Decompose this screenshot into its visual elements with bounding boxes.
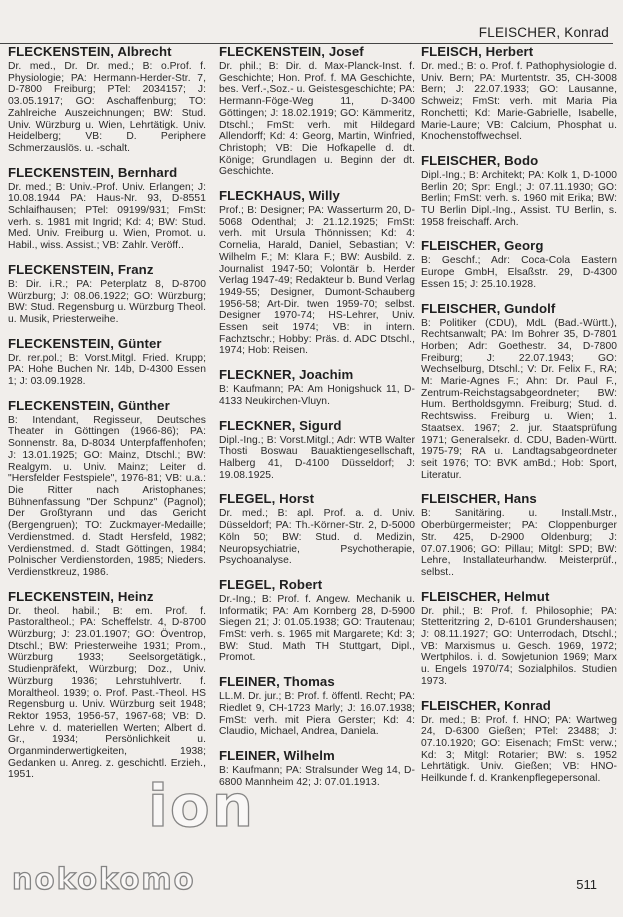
biography-entry [219,188,415,357]
watermark-large: ion [148,772,256,840]
entry-name: FLEINER, Thomas [219,674,335,690]
entry-name: FLEGEL, Robert [219,576,323,592]
entry-name: FLEISCHER, Bodo [421,152,539,168]
entry-bio: B: Kaufmann; PA: Am Honigshuck 11, D-4133 Neukirchen-Vluyn. [219,384,415,407]
entry-name: FLECKENSTEIN, Heinz [8,588,154,604]
biography-entry [8,336,206,388]
biography-entry [219,44,415,178]
biography-entry [219,577,415,664]
entry-bio: B: Kaufmann; PA: Stralsunder Weg 14, D-6800 Mannheim 42; J: 07.01.1913. [219,764,415,788]
entry-name: FLECKNER, Joachim [219,367,354,383]
entry-name: FLEISCHER, Hans [421,491,537,507]
biography-entry [8,398,206,579]
entry-bio: Dr. rer.pol.; B: Vorst.Mitgl. Fried. Krupp; PA: Hohe Buchen Nr. 14b, D-4300 Essen 1; J: 03.09.1928. [8,352,206,388]
biography-entry [421,238,617,290]
biography-entry [8,165,206,252]
biography-entry [421,491,617,578]
entry-bio: Dr. med.; B: Univ.-Prof. Univ. Erlangen; J: 10.08.1944 PA: Haus-Nr. 93, D-8551 Schlaifhausen; PTel: 09199/931; FmSt: verh. s. 1981 mit Ingrid; Kd: 4; BW: Stud. Med. Univ. Freiburg u. Wien, Promot. u. Habil., wiss. Assist.; VB: Zahlr. Veröff.. [8,181,206,252]
entry-bio: B: Dir. i.R.; PA: Peterplatz 8, D-8700 Würzburg; J: 08.06.1922; GO: Würzburg; BW: Stud. Regensburg u. Würzburg Theol. u. Musik, Priesterweihe. [8,278,206,325]
entry-name: FLECKENSTEIN, Bernhard [8,164,178,180]
entry-bio: Dr. phil.; B: Prof. f. Philosophie; PA: Stetteritzring 2, D-6101 Grundershausen; J: 08.11.1927; GO: Unterrodach, Dtschl.; VB: Marxismus u. Gesch. 1969, 1972; Wertphilos. i. d. Sowjetunion 1969; Marx u. Engels 1970/74; Sozialphilos. Studien 1973. [421,605,617,687]
entry-name: FLEISCH, Herbert [421,44,534,59]
watermark-small: nokokomo [12,862,196,896]
entry-name: FLEGEL, Horst [219,491,315,507]
biography-entry [421,44,617,143]
biography-entry [219,674,415,738]
entry-name: FLECKENSTEIN, Albrecht [8,44,172,59]
entry-bio: B: Intendant, Regisseur, Deutsches Theater in Göttingen (1966-86); PA: Sonnenstr. 8a, D-8034 Unterpfaffenhofen; J: 13.01.1925; GO: Mainz, Dtschl.; BW: Realgym. u. Univ. Mainz; Leiter d. "Hersfelder Festspiele", 1976-81; VB: u.a.: Die Ritter nach Aristophanes; Bühnenfassung "Der Schpunz" (Pagnol); Der Großtyrann und das Gericht (Bergengruen); TO: Zuckmayer-Medaille; Verdienstmed. d. Stadt Hersfeld, 1982; Verdienstmed. d. Stadt Göttingen, 1984; Polnischer Verdienstorden, 1985; Nieders. Verdienstkreuz, 1986. [8,414,206,578]
biography-entry [8,589,206,782]
biography-entry [219,367,415,407]
entry-bio: B: Sanitäring. u. Install.Mstr., Oberbürgermeister; PA: Cloppenburger Str. 425, D-2900 Oldenburg; J: 07.07.1906; GO: Pillau; Mitgl: SPD; BW: Lehre, Installateurhandw. Meisterprüf., selbst.. [421,508,617,578]
entry-bio: Dipl.-Ing.; B: Architekt; PA: Kolk 1, D-1000 Berlin 20; Spr: Engl.; J: 07.11.1930; GO: Berlin; FmSt: verh. s. 1960 mit Erika; BW: TU Berlin Dipl.-Ing., Assist. TU Berlin, s. 1958 freischaff. Arch. [421,169,617,228]
column-1 [8,44,206,791]
entry-name: FLECKENSTEIN, Josef [219,44,364,59]
biography-entry [219,418,415,482]
entry-name: FLEISCHER, Konrad [421,697,551,713]
entry-bio: LL.M. Dr. jur.; B: Prof. f. öffentl. Recht; PA: Riedlet 9, CH-1723 Marly; J: 16.07.1938; FmSt: verh. mit Piera Gerster; Kd: 4: Claudio, Michael, Andrea, Daniela. [219,691,415,738]
entry-name: FLEISCHER, Georg [421,238,544,254]
biography-entry [219,491,415,567]
entry-name: FLECKENSTEIN, Franz [8,261,154,277]
biography-entry [421,698,617,785]
entry-bio: Dipl.-Ing.; B: Vorst.Mitgl.; Adr: WTB Walter Thosti Boswau Bauaktiengesellschaft, Halberg 41, D-4100 Düsseldorf; J: 19.08.1925. [219,434,415,481]
biography-entry [421,153,617,229]
entry-name: FLEISCHER, Gundolf [421,300,556,316]
entry-bio: B: Geschf.; Adr: Coca-Cola Eastern Europe GmbH, Elsaßstr. 29, D-4300 Essen 15; J: 25.10.1928. [421,255,617,290]
entry-name: FLECKENSTEIN, Günther [8,397,170,413]
entry-bio: Dr. med.; B: o. Prof. f. Pathophysiologie d. Univ. Bern; PA: Murtentstr. 35, CH-3008 Bern; J: 22.07.1933; GO: Lausanne, Schweiz; FmSt: verh. mit Maria Pia Ronchetti; Kd: Marie-Gabrielle, Isabelle, Marie-Laure; VB: Calcium, Phosphat u. Knochenstoffwechsel. [421,61,617,143]
entry-bio: Prof.; B: Designer; PA: Wasserturm 20, D-5068 Odenthal; J: 21.12.1925; FmSt: verh. mit Ursula Thönnissen; Kd: 4: Cornelia, Harald, Daniel, Sebastian; V: Wilhelm F.; M: Klara F.; BW: Ausbild. z. Journalist 1947-50; Volontär b. Herder Verlag 1947-49; Redakteur b. Bund Verlag 1949-55; Designer, Dumont-Schauberg 1956-58; Art-Dir. twen 1959-70; selbst. Designer 1970-74; HS-Lehrer, Univ. Essen seit 1974; VB: in intern. Fachztschr.; Hobby: Präs. d. ADC Dtschl., 1974; Hob: Reisen. [219,205,415,357]
biography-entry [421,589,617,688]
page-number: 511 [576,877,597,892]
entry-bio: Dr. phil.; B: Dir. d. Max-Planck-Inst. f. Geschichte; Hon. Prof. f. MA Geschichte, bes. Verf.-,Soz.- u. Geistesgeschichte; PA: Hermann-Föge-Weg 11, D-3400 Göttingen; J: 18.02.1919; GO: Kämmeritz, Dtschl.; FmSt: verh. mit Hildegard Allendorff; Kd: 4: Georg, Martin, Winfried, Christoph; VB: Die Hofkapelle d. dt. Könige; Grundlagen u. Beginn der dt. Geschichte. [219,61,415,178]
entry-name: FLECKNER, Sigurd [219,417,342,433]
column-2 [219,44,415,798]
entry-bio: Dr.-Ing.; B: Prof. f. Angew. Mechanik u. Informatik; PA: Am Kornberg 28, D-5900 Siegen 21; J: 01.05.1938; GO: Trautenau; FmSt: verh. s. 1965 mit Margarete; Kd: 3; BW: Stud. Math TH Stuttgart, Dipl., Promot. [219,593,415,664]
biography-entry [8,44,206,155]
biography-entry [219,748,415,788]
entry-name: FLECKHAUS, Willy [219,188,340,204]
entry-bio: Dr. theol. habil.; B: em. Prof. f. Pastoraltheol.; PA: Scheffelstr. 4, D-8700 Würzburg; J: 23.01.1907; GO: Öventrop, Dtschl.; BW: Priesterweihe 1931; Prom., Würzburg 1933; Seelsorgetätigk., Studienpräfekt, Würzburg; Doz., Univ. Würzburg 1936; Lehrstuhlvertr. f. Moraltheol. 1939; o. Prof. Past.-Theol. HS Regensburg u. Univ. Würzburg seit 1948; Rektor 1953, 1956-57, 1967-68; VB: D. Lehre v. d. materiellen Werten; Albert d. Gr., 1934; Persönlichkeit u. Organminderwertigkeiten, 1938; Gedanken u. Anreg. z. geschichtl. Erzieh., 1951. [8,605,206,781]
biography-entry [8,262,206,326]
entry-bio: Dr. med., Dr. Dr. med.; B: o.Prof. f. Physiologie; PA: Hermann-Herder-Str. 7, D-7800 Freiburg; PTel: 2034157; J: 03.05.1917; GO: Aschaffenburg; TO: Zahlreiche Auszeichnungen; BW: Stud. Univ. Würzburg u. Wien, Lehrtätigk. Univ. Heidelberg; VB: D. Periphere Schmerzauslös. u. -schalt. [8,61,206,154]
entry-name: FLECKENSTEIN, Günter [8,335,162,351]
entry-bio: B: Politiker (CDU), MdL (Bad.-Württ.), Rechtsanwalt; PA: Im Bohrer 35, D-7801 Horben; Adr: Goethestr. 34, D-7800 Freiburg; J: 22.07.1943; GO: Wechselburg, Dtschl.; V: Dr. Felix F., RA; M: Marie-Agnes F.; Ahn: Dr. Paul F., Zentrum-Reichstagsabgeordneter; BW: Hum. Bertholdsgymn. Freiburg; Stud. d. Rechtswiss. Freiburg u. Wien; 1. Staatsex. 1967; 2. jur. Staatsprüfung 1971; Generalsekr. d. CDU, Baden-Württ. 1975-79; RA u. Landtagsabgeordneter seit 1976; TO: BVK amBd.; Hob: Sport, Literatur. [421,317,617,481]
biography-entry [421,301,617,482]
entry-name: FLEISCHER, Helmut [421,588,550,604]
running-head: FLEISCHER, Konrad [478,25,609,40]
entry-bio: Dr. med.; B: Prof. f. HNO; PA: Wartweg 24, D-6300 Gießen; PTel: 23488; J: 07.10.1920; GO: Eisenach; FmSt: verw.; Kd: 3; Mitgl: Rotarier; BW: s. 1952 Lehrtätigk. Univ. Gießen; VB: HNO-Heilkunde f. d. Krankenpflegepersonal. [421,714,617,785]
entry-bio: Dr. med.; B: apl. Prof. a. d. Univ. Düsseldorf; PA: Th.-Körner-Str. 2, D-5000 Köln 50; BW: Stud. d. Medizin, Neuropsychiatrie, Psychotherapie, Psychoanalyse. [219,508,415,567]
column-3 [421,44,617,795]
entry-name: FLEINER, Wilhelm [219,747,335,763]
